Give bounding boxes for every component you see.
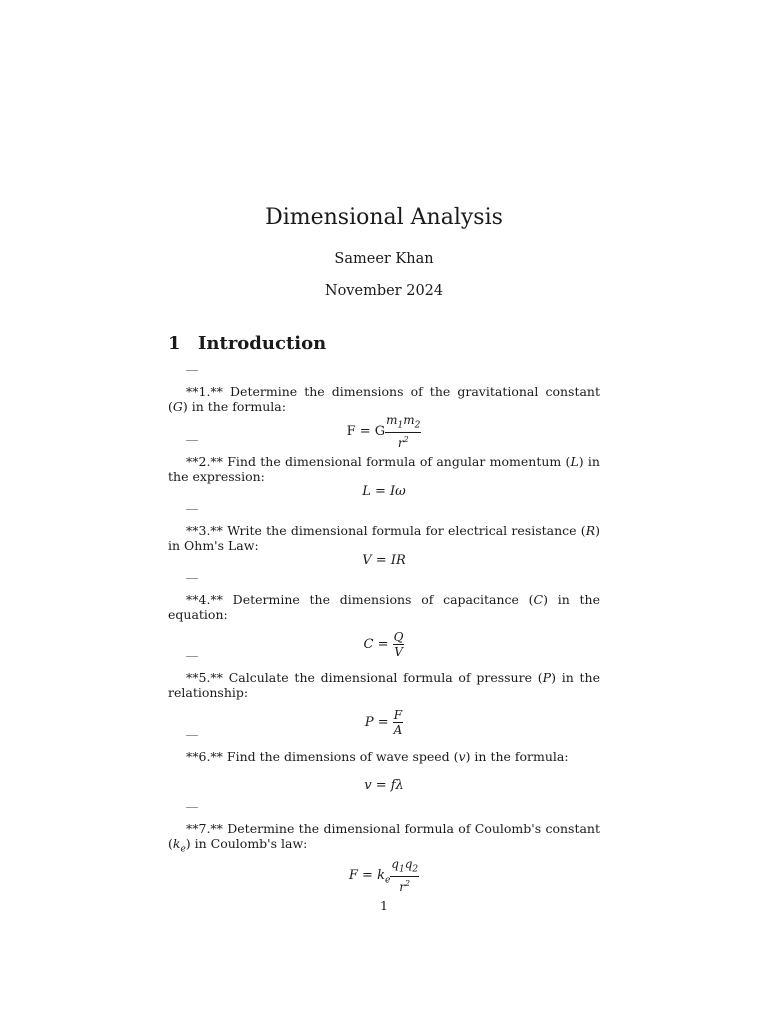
equation: L = Iω	[362, 484, 406, 499]
equation: v = fλ	[364, 778, 404, 793]
section-heading	[168, 333, 326, 354]
question-text: **7.** Determine the dimensional formula of Coulomb's constant $(k_e)$ in Coulomb's law:	[168, 821, 600, 855]
question-text: **5.** Calculate the dimensional formula of pressure (P) in the relationship:	[168, 670, 601, 700]
separator-rule	[186, 735, 198, 736]
separator-rule	[186, 578, 198, 579]
equation: C = $\frac{Q}{V}$	[363, 630, 404, 659]
equation: $F = k_e$ $\frac{q_1q_2}{r^2}$	[348, 856, 419, 894]
separator-rule	[186, 509, 198, 510]
document-date: November 2024	[324, 283, 444, 299]
question-text: **1.** Determine the dimensions of the gravitational constant (G) in the formula:	[168, 384, 600, 414]
question-5	[168, 656, 600, 737]
question-1	[168, 370, 600, 450]
document-author: Sameer Khan	[334, 251, 434, 267]
separator-rule	[186, 807, 198, 808]
question-text: **3.** Write the dimensional formula for electrical resistance (R) in Ohm's Law:	[168, 523, 600, 553]
separator-rule	[186, 440, 198, 441]
question-text: **4.** Determine the dimensions of capacitance (C) in the equation:	[168, 592, 601, 622]
question-6	[168, 735, 600, 793]
question-2	[168, 440, 600, 499]
separator-rule	[186, 370, 198, 371]
equation: F = G $\frac{m_1m_2}{r^2}$	[346, 413, 421, 451]
question-3	[168, 509, 600, 568]
equation: P = $\frac{F}{A}$	[364, 708, 403, 737]
question-text: **6.** Find the dimensions of wave speed (v) in the formula:	[186, 749, 569, 764]
section-title: Introduction	[198, 333, 327, 354]
equation: V = IR	[362, 553, 406, 568]
separator-rule	[186, 656, 198, 657]
page-number: 1	[380, 898, 388, 913]
question-7	[168, 807, 600, 894]
section-number: 1	[168, 333, 181, 354]
question-text: **2.** Find the dimensional formula of angular momentum (L) in the expression:	[168, 454, 600, 484]
document-title: Dimensional Analysis	[265, 205, 503, 230]
question-4	[168, 578, 600, 659]
